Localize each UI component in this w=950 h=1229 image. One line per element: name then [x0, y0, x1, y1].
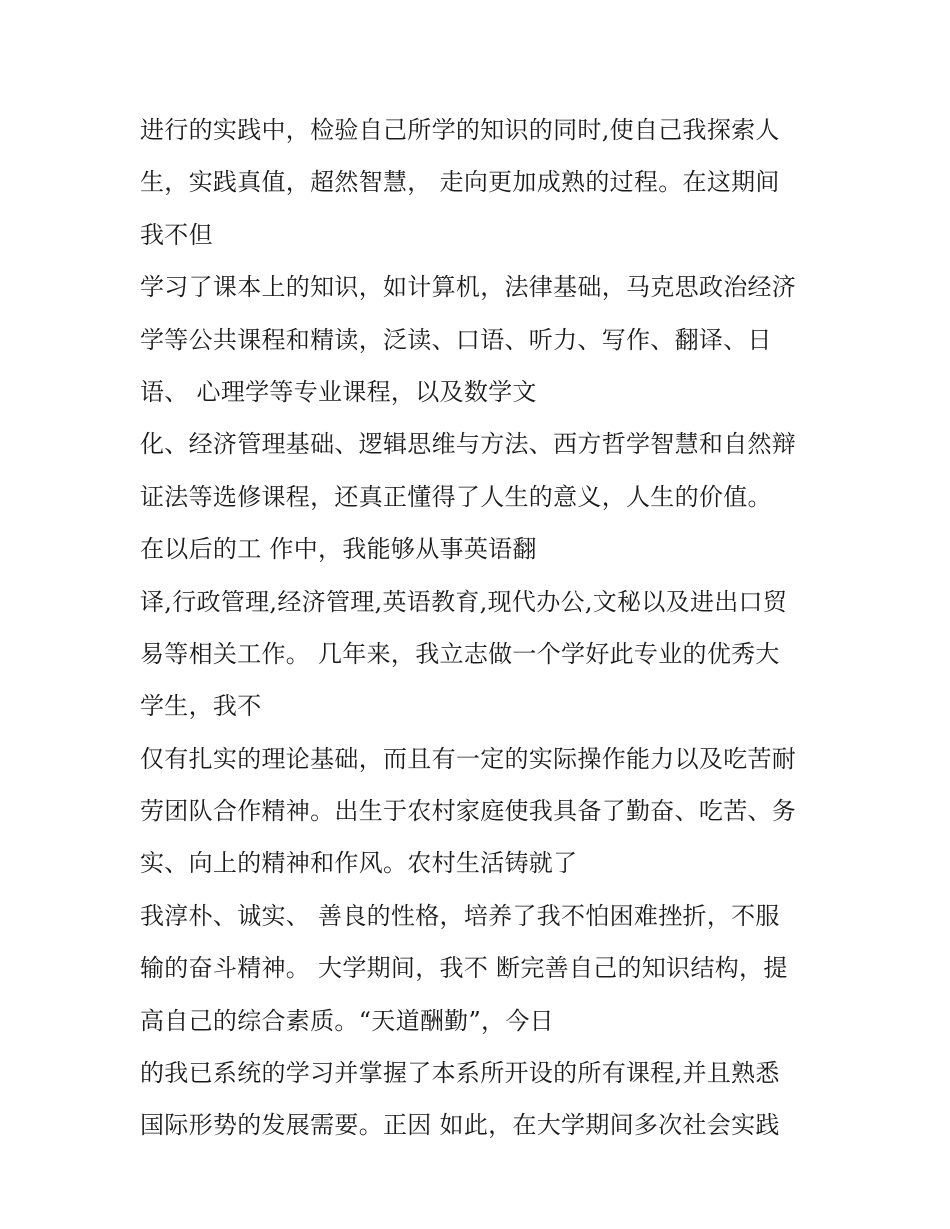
text-line: 的我已系统的学习并掌握了本系所开设的所有课程,并且熟悉: [140, 1059, 780, 1088]
text-line: 实、向上的精神和作风。农村生活铸就了: [140, 849, 578, 878]
text-line: 学习了课本上的知识，如计算机，法律基础，马克思政治经济: [140, 273, 797, 302]
text-line: 学生，我不: [140, 692, 262, 721]
text-line: 我淳朴、诚实、 善良的性格，培养了我不怕困难挫折，不服: [140, 901, 780, 930]
text-line: 我不但: [140, 220, 213, 249]
text-line: 高自己的综合素质。“天道酬勤”，今日: [140, 1006, 554, 1035]
text-line: 语、 心理学等专业课程，以及数学文: [140, 377, 537, 406]
text-line: 学等公共课程和精读，泛读、口语、听力、写作、翻译、日: [140, 325, 772, 354]
text-line: 易等相关工作。 几年来，我立志做一个学好此专业的优秀大: [140, 639, 780, 668]
text-line: 在以后的工 作中，我能够从事英语翻: [140, 535, 537, 564]
text-line: 证法等选修课程，还真正懂得了人生的意义，人生的价值。: [140, 482, 772, 511]
text-line: 进行的实践中，检验自己所学的知识的同时,使自己我探索人: [140, 116, 780, 144]
text-line: 生，实践真值，超然智慧， 走向更加成熟的过程。在这期间: [140, 168, 780, 197]
text-line: 国际形势的发展需要。正因 如此，在大学期间多次社会实践: [140, 1111, 780, 1140]
text-line: 化、经济管理基础、逻辑思维与方法、西方哲学智慧和自然辩: [140, 430, 797, 459]
text-line: 仅有扎实的理论基础，而且有一定的实际操作能力以及吃苦耐: [140, 744, 797, 773]
text-line: 劳团队合作精神。出生于农村家庭使我具备了勤奋、吃苦、务: [140, 797, 797, 826]
text-line: 译,行政管理,经济管理,英语教育,现代办公,文秘以及进出口贸: [140, 587, 788, 616]
text-line: 输的奋斗精神。 大学期间，我不 断完善自己的知识结构，提: [140, 954, 788, 983]
body-text: [140, 104, 830, 1152]
